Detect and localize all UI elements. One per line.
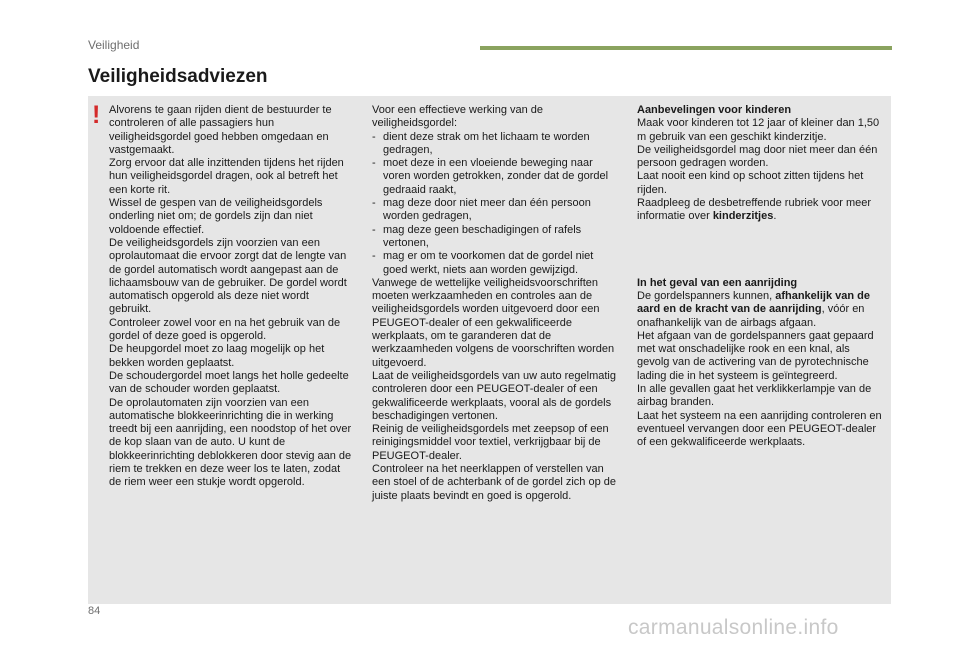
paragraph: De veiligheidsgordels zijn voorzien van een oprolautomaat die ervoor zorgt dat de lengte van de gordel automatisch wordt aangepast aan de lichaamsbouw van de gebruiker. De gordel wordt automatisch opgerold als deze niet wordt gebruikt. — [109, 236, 347, 316]
page-number: 84 — [88, 605, 101, 617]
reference-suffix: . — [773, 210, 777, 223]
paragraph: Laat de veiligheidsgordels van uw auto regelmatig controleren door een PEUGEOT-dealer of een gekwalificeerde werkplaats, vooral als de gordels beschadigingen vertonen. — [372, 369, 616, 422]
warning-exclamation-icon: ! — [92, 101, 101, 129]
list-item: - mag er om te voorkomen dat de gordel niet goed werkt, niets aan worden gewijzigd. — [372, 250, 620, 277]
paragraph: De schoudergordel moet langs het holle gedeelte van de schouder worden geplaatst. — [109, 369, 349, 396]
paragraph: Alvorens te gaan rijden dient de bestuurder te controleren of alle passagiers hun veiligheidsgordel goed hebben omgedaan en vastgemaakt. — [109, 104, 332, 156]
watermark: carmanualsonline.info — [628, 616, 839, 639]
reference-text: Raadpleeg de desbetreffende rubriek voor meer informatie over — [637, 197, 872, 223]
column-seatbelt-guidance — [109, 104, 354, 490]
paragraph: Maak voor kinderen tot 12 jaar of kleiner dan 1,50 m gebruik van een geschikt kinderzitje. — [637, 117, 880, 143]
list-item: - mag deze geen beschadigingen of rafels vertonen, — [372, 224, 620, 251]
spacer — [637, 224, 882, 277]
list-item: - mag deze door niet meer dan één persoon worden gedragen, — [372, 197, 620, 224]
paragraph: Laat nooit een kind op schoot zitten tijdens het rijden. — [637, 170, 864, 196]
paragraph: Wissel de gespen van de veiligheidsgordels onderling niet om; de gordels zijn dan niet voldoende effectief. — [109, 197, 323, 236]
children-heading: Aanbevelingen voor kinderen — [637, 104, 792, 116]
page-title: Veiligheidsadviezen — [88, 66, 268, 87]
paragraph: Het afgaan van de gordelspanners gaat gepaard met wat onschadelijke rook en een knal, als gevolg van de activering van de pyrotechnische lading die in het systeem is geïntegreerd. — [637, 329, 874, 382]
collision-intro-emphasis: afhankelijk van de aard en de kracht van de aanrijding — [637, 289, 870, 316]
column-recommendations — [637, 104, 882, 450]
paragraph: De heupgordel moet zo laag mogelijk op het bekken worden geplaatst. — [109, 343, 325, 369]
reference-paragraph — [637, 197, 882, 224]
collision-intro — [637, 290, 882, 330]
section-label: Veiligheid — [88, 38, 140, 52]
list-intro: Voor een effectieve werking van de veiligheidsgordel: — [372, 104, 544, 130]
column-effective-use — [372, 104, 620, 503]
paragraph: Reinig de veiligheidsgordels met zeepsop of een reinigingsmiddel voor textiel, verkrijgbaar bij de PEUGEOT-dealer. — [372, 423, 609, 462]
collision-intro-suffix: , vóór en onafhankelijk van de airbags afgaan. — [637, 303, 865, 329]
list-item: - dient deze strak om het lichaam te worden gedragen, — [372, 131, 620, 158]
paragraph: Zorg ervoor dat alle inzittenden tijdens het rijden hun veiligheidsgordel dragen, ook al betreft het een korte rit. — [109, 157, 344, 196]
paragraph: De oprolautomaten zijn voorzien van een automatische blokkeerinrichting die in werking treedt bij een aanrijding, een noodstop of het over de kop slaan van de auto. U kunt de blokkeerinrichting deblokkeren door stevig aan de riem te trekken en deze weer los te laten, zodat de riem weer een stukje wordt opgerold. — [109, 396, 352, 489]
paragraph: Controleer zowel voor en na het gebruik van de gordel of deze goed is opgerold. — [109, 316, 341, 343]
collision-heading: In het geval van een aanrijding — [637, 276, 798, 289]
paragraph: Laat het systeem na een aanrijding controleren en eventueel vervangen door een PEUGEOT-dealer of een gekwalificeerde werkplaats. — [637, 409, 882, 449]
paragraph: Vanwege de wettelijke veiligheidsvoorschriften moeten werkzaamheden en controles aan de veiligheidsgordels worden uitgevoerd door een PEUGEOT-dealer of een gekwalificeerde werkplaats, om te garanderen dat de werkzaamheden volgens de voorschriften worden uitgevoerd. — [372, 276, 615, 369]
collision-intro-text: De gordelspanners kunnen, — [637, 289, 776, 302]
header-accent-rule — [480, 46, 892, 50]
list-item: - moet deze in een vloeiende beweging naar voren worden getrokken, zonder dat de gordel gedraaid raakt, — [372, 157, 620, 197]
effective-use-list — [372, 131, 620, 277]
paragraph: In alle gevallen gaat het verklikkerlampje van de airbag branden. — [637, 383, 872, 409]
paragraph: Controleer na het neerklappen of verstellen van een stoel of de achterbank of de gordel zich op de juiste plaats bevindt en goed is opgerold. — [372, 463, 617, 502]
paragraph: De veiligheidsgordel mag door niet meer dan één persoon gedragen worden. — [637, 143, 878, 170]
reference-keyword: kinderzitjes — [712, 210, 774, 223]
